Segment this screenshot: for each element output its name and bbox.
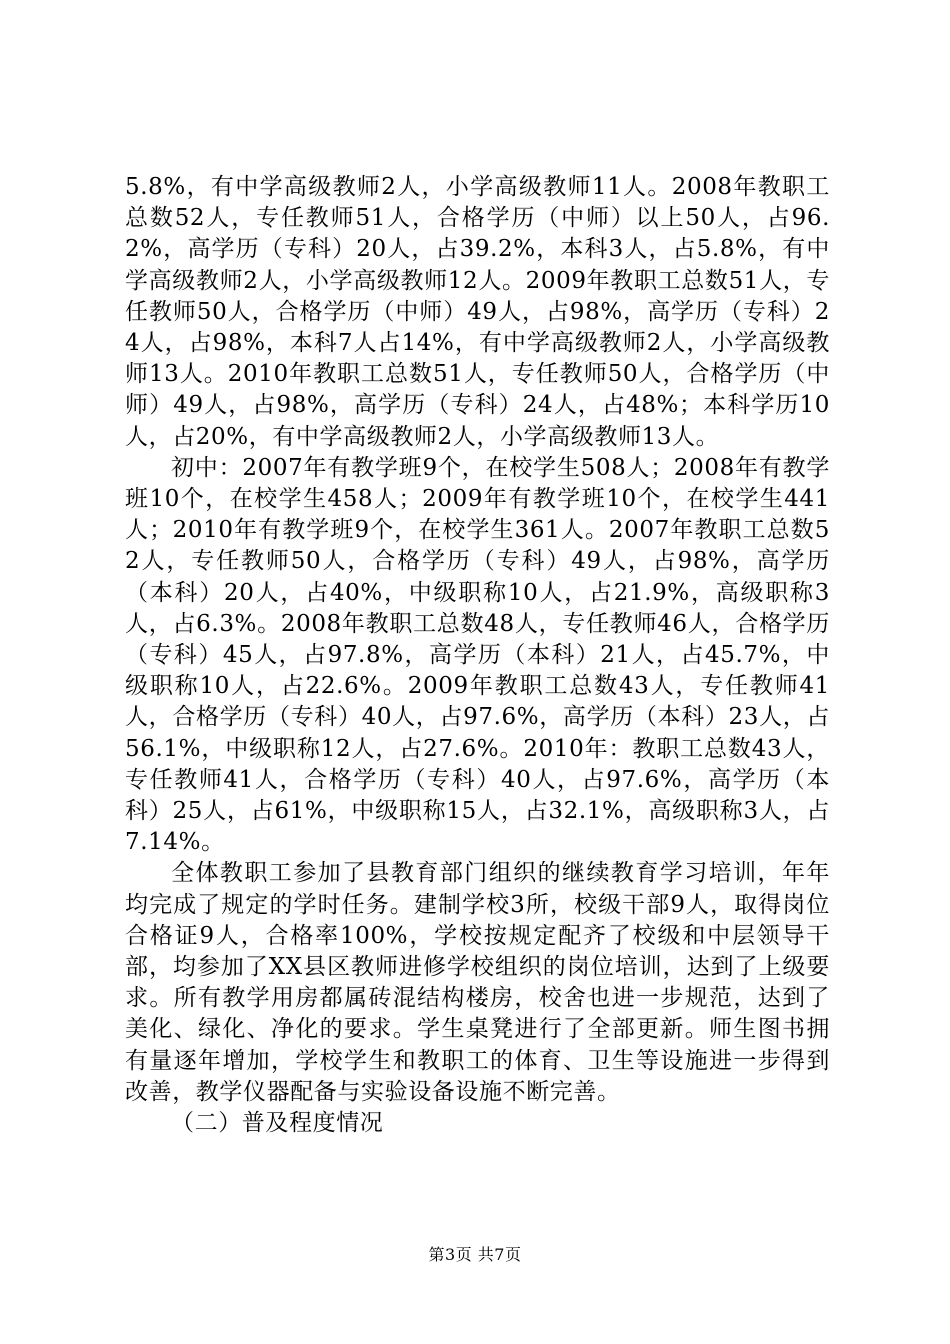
section-heading: （二）普及程度情况	[171, 1110, 384, 1137]
paragraph-training-and-facilities: 全体教职工参加了县教育部门组织的继续教育学习培训，年年均完成了规定的学时任务。建制学校3所，校级干部9人，取得岗位合格证9人，合格率100%，学校按规定配齐了校级和中层领导干部，均参加了XX县区教师进修学校组织的岗位培训，达到了上级要求。所有教学用房都属砖混结构楼房，校舍也进一步规范，达到了美化、绿化、净化的要求。学生桌凳进行了全部更新。师生图书拥有量逐年增加，学校学生和教职工的体育、卫生等设施进一步得到改善，教学仪器配备与实验设备设施不断完善。	[125, 860, 830, 1105]
paragraph-junior-middle-school: 初中：2007年有教学班9个，在校学生508人；2008年有教学班10个，在校学生458人；2009年有教学班10个，在校学生441人；2010年有教学班9个，在校学生361人。2007年教职工总数52人，专任教师50人，合格学历（专科）49人，占98%，高学历（本科）20人，占40%，中级职称10人，占21.9%，高级职称3人，占6.3%。2008年教职工总数48人，专任教师46人，合格学历（专科）45人，占97.8%，高学历（本科）21人，占45.7%，中级职称10人，占22.6%。2009年教职工总数43人，专任教师41人，合格学历（专科）40人，占97.6%，高学历（本科）23人，占56.1%，中级职称12人，占27.6%。2010年：教职工总数43人，专任教师41人，合格学历（专科）40人，占97.6%，高学历（本科）25人，占61%，中级职称15人，占32.1%，高级职称3人，占7.14%。	[125, 454, 830, 856]
document-body	[125, 172, 830, 1139]
page-footer: 第3页 共7页	[428, 1245, 522, 1264]
paragraph-primary-school-staff: 5.8%，有中学高级教师2人，小学高级教师11人。2008年教职工总数52人，专任教师51人，合格学历（中师）以上50人，占96.2%，高学历（专科）20人，占39.2%，本科3人，占5.8%，有中学高级教师2人，小学高级教师12人。2009年教职工总数51人，专任教师50人，合格学历（中师）49人，占98%，高学历（专科）24人，占98%，本科7人占14%，有中学高级教师2人，小学高级教师13人。2010年教职工总数51人，专任教师50人，合格学历（中师）49人，占98%，高学历（专科）24人，占48%；本科学历10人，占20%，有中学高级教师2人，小学高级教师13人。	[125, 174, 830, 450]
